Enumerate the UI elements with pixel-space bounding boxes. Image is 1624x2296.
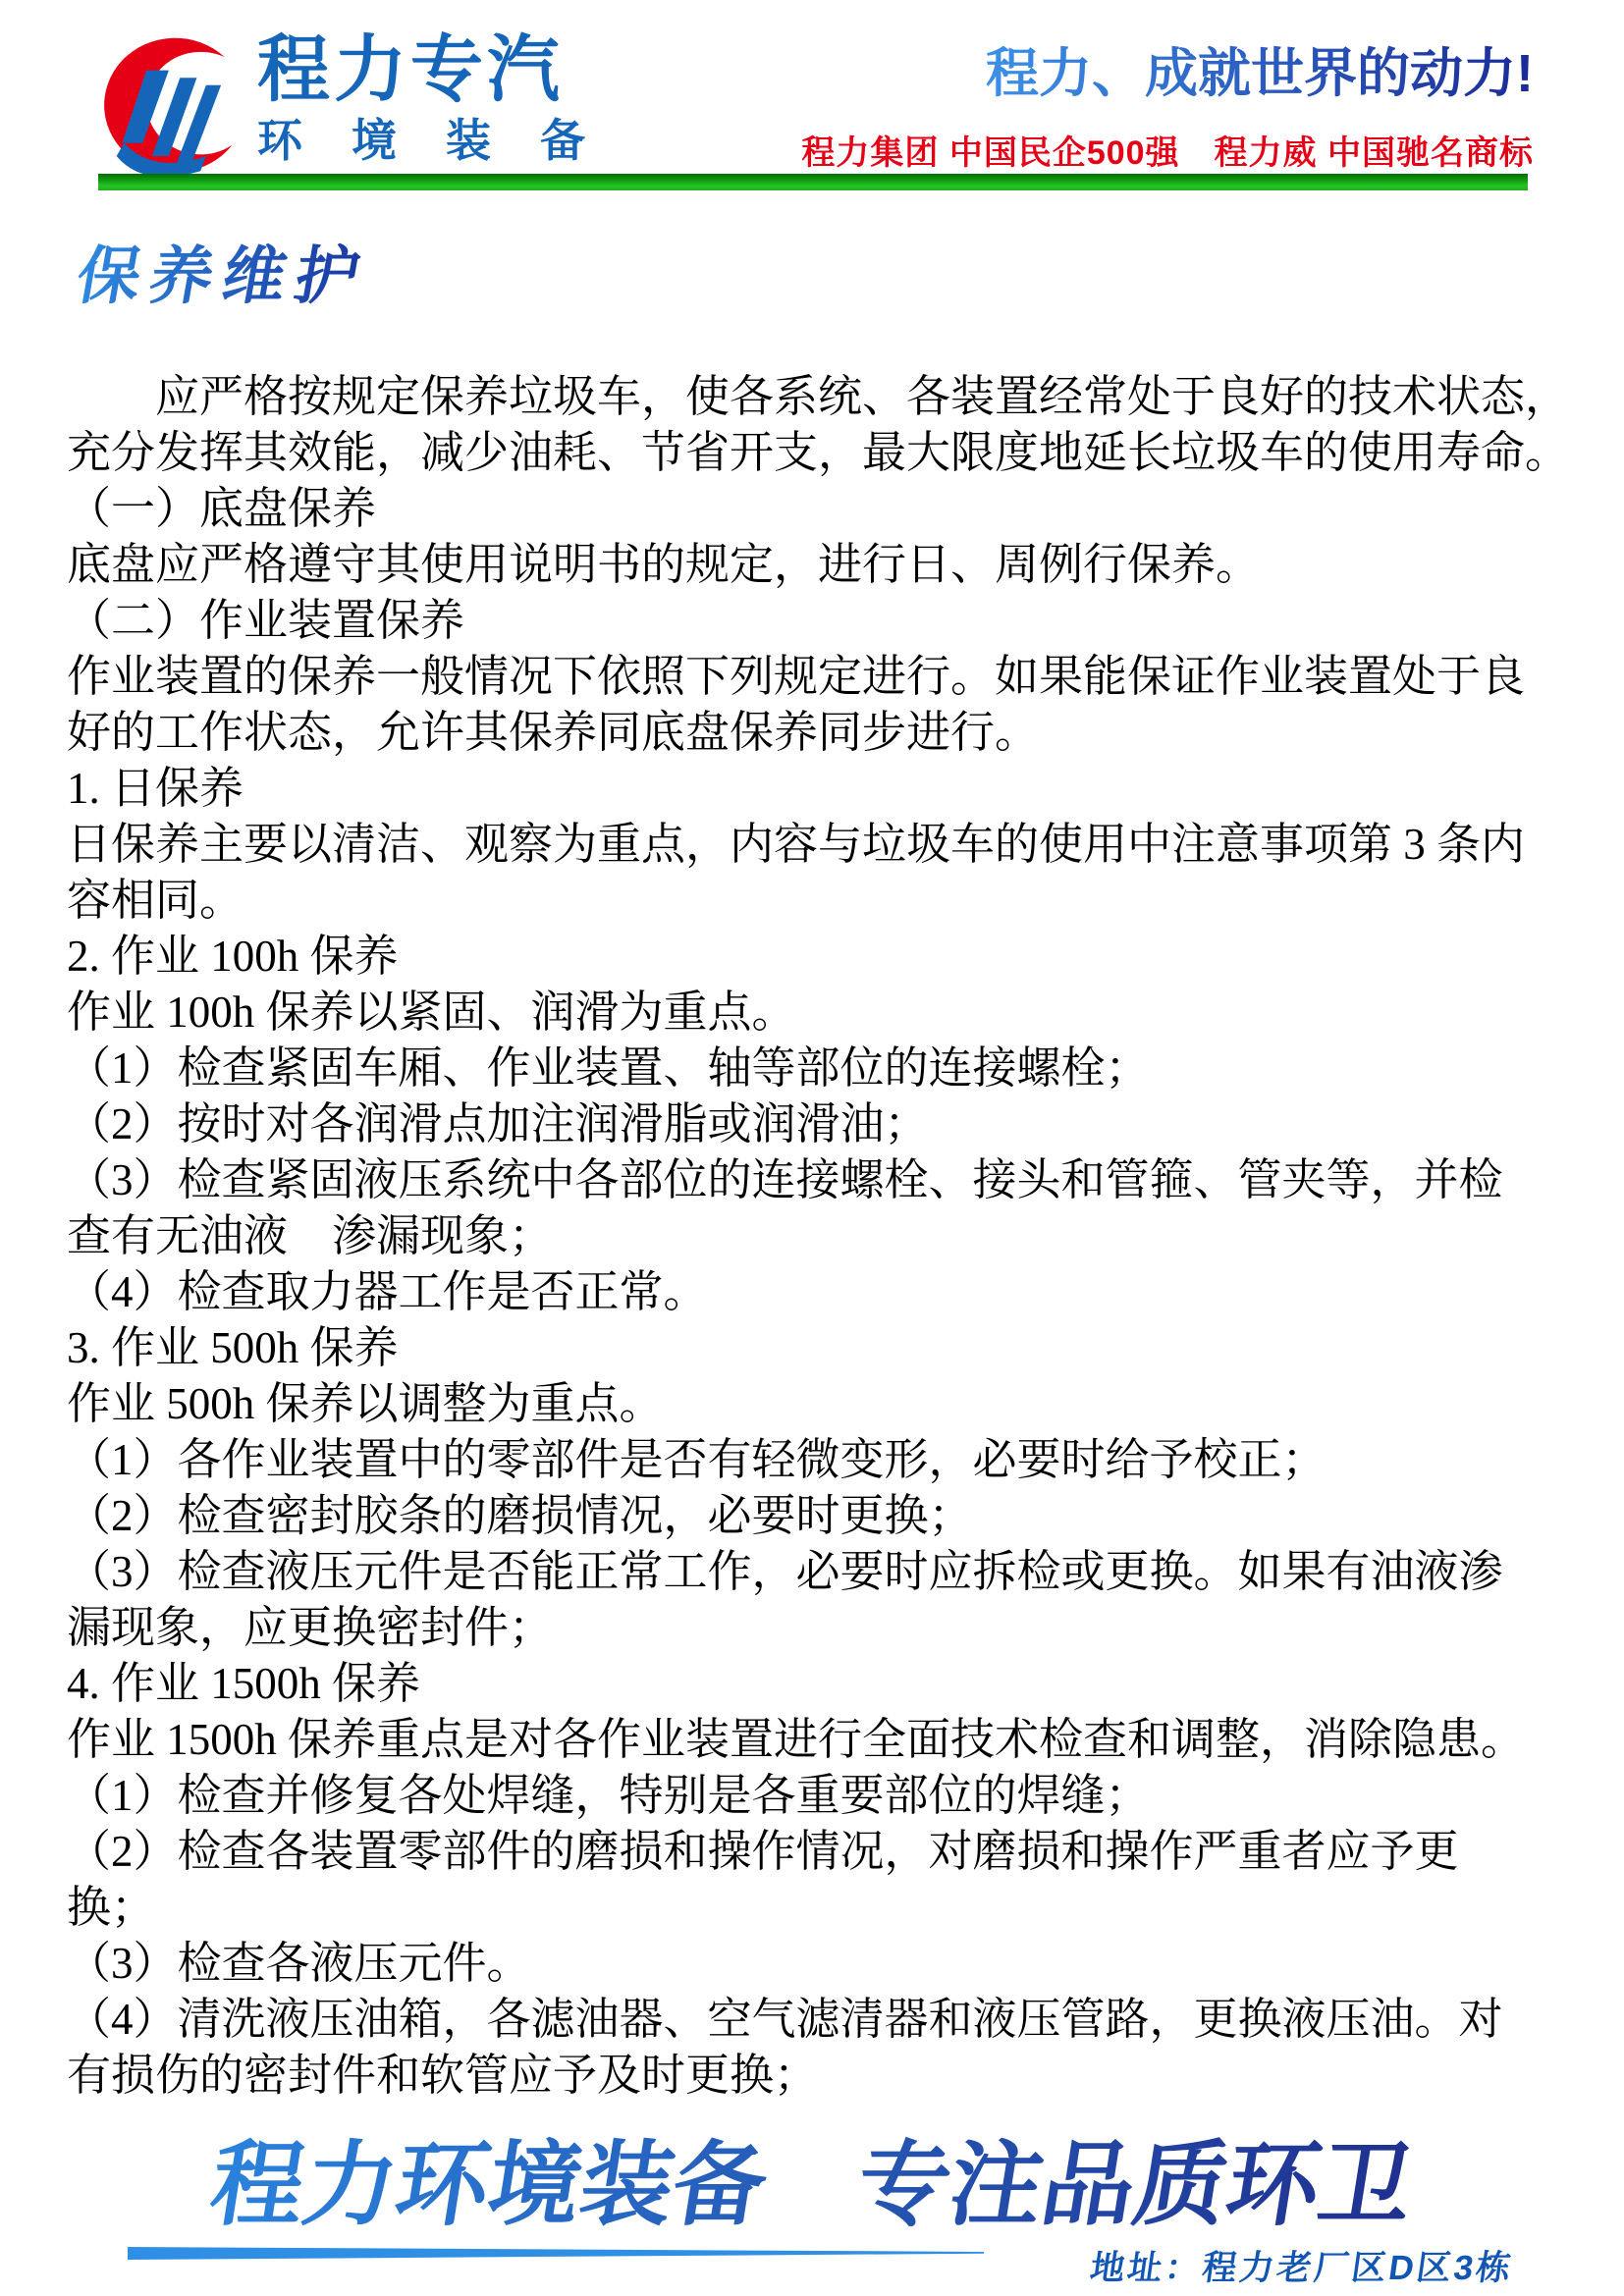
body-line: 作业 500h 保养以调整为重点。 <box>67 1379 664 1428</box>
header-slogan-text: 程力、成就世界的动力! <box>986 44 1534 103</box>
body-line: （1）检查并修复各处焊缝，特别是各重要部位的焊缝； <box>67 1771 1150 1820</box>
header-slogan <box>986 45 1534 103</box>
body-line: 2. 作业 100h 保养 <box>67 932 399 981</box>
footer-slogan <box>0 2134 1624 2235</box>
body-line: 日保养主要以清洁、观察为重点，内容与垃圾车的使用中注意事项第 3 条内 <box>67 820 1526 869</box>
body-line: 作业 100h 保养以紧固、润滑为重点。 <box>67 988 796 1037</box>
body-line: 4. 作业 1500h 保养 <box>67 1659 421 1708</box>
brand-block <box>257 28 634 166</box>
body-line: （3）检查各液压元件。 <box>67 1939 531 1988</box>
page-title <box>71 226 377 316</box>
body-line: （2）检查各装置零部件的磨损和操作情况，对磨损和操作严重者应予更 <box>67 1827 1459 1876</box>
body-line: （2）按时对各润滑点加注润滑脂或润滑油； <box>67 1099 929 1148</box>
body-line: （二）作业装置保养 <box>67 596 465 645</box>
body-line: 漏现象，应更换密封件； <box>67 1603 554 1652</box>
body-line: 有损伤的密封件和软管应予及时更换； <box>67 2051 819 2100</box>
body-line: （2）检查密封胶条的磨损情况，必要时更换； <box>67 1491 973 1540</box>
brand-subtitle: 环境装备 <box>257 115 634 166</box>
body-line: 应严格按规定保养垃圾车，使各系统、各装置经常处于良好的技术状态， <box>67 372 1570 421</box>
body-line: 查有无油液 渗漏现象； <box>67 1211 554 1260</box>
body-line: （1）检查紧固车厢、作业装置、轴等部位的连接螺栓； <box>67 1043 1150 1093</box>
body-line: 3. 作业 500h 保养 <box>67 1323 399 1372</box>
body-line: 作业装置的保养一般情况下依照下列规定进行。如果能保证作业装置处于良 <box>67 652 1526 701</box>
brand-name: 程力专汽 <box>257 28 564 110</box>
body-line: 充分发挥其效能，减少油耗、节省开支，最大限度地延长垃圾车的使用寿命。 <box>67 428 1570 477</box>
footer-address: 地址：程力老厂区D区3栋 <box>1088 2249 1517 2287</box>
green-divider <box>98 174 1528 190</box>
body-line: 容相同。 <box>67 876 244 925</box>
footer-slogan-text: 程力环境装备 专注品质环卫 <box>203 2133 1421 2236</box>
body-line: （一）底盘保养 <box>67 484 377 533</box>
body-line: （3）检查紧固液压系统中各部位的连接螺栓、接头和管箍、管夹等，并检 <box>67 1155 1503 1204</box>
body-line: 作业 1500h 保养重点是对各作业装置进行全面技术检查和调整，消除隐患。 <box>67 1715 1526 1764</box>
body-text <box>67 369 1579 2104</box>
body-line: 底盘应严格遵守其使用说明书的规定，进行日、周例行保养。 <box>67 540 1261 589</box>
page-title-text: 保养维护 <box>71 226 377 316</box>
body-line: 好的工作状态，允许其保养同底盘保养同步进行。 <box>67 708 1040 757</box>
chengli-logo-icon <box>90 26 244 175</box>
body-line: （4）检查取力器工作是否正常。 <box>67 1267 708 1316</box>
header-credentials: 程力集团 中国民企500强 程力威 中国驰名商标 <box>801 134 1534 172</box>
body-line: （1）各作业装置中的零部件是否有轻微变形，必要时给予校正； <box>67 1435 1326 1484</box>
body-line: 换； <box>67 1883 156 1932</box>
swoosh-underline <box>128 2247 984 2260</box>
body-line: 1. 日保养 <box>67 764 244 813</box>
body-line: （3）检查液压元件是否能正常工作，必要时应拆检或更换。如果有油液渗 <box>67 1547 1503 1596</box>
body-line: （4）清洗液压油箱，各滤油器、空气滤清器和液压管路，更换液压油。对 <box>67 1995 1503 2044</box>
